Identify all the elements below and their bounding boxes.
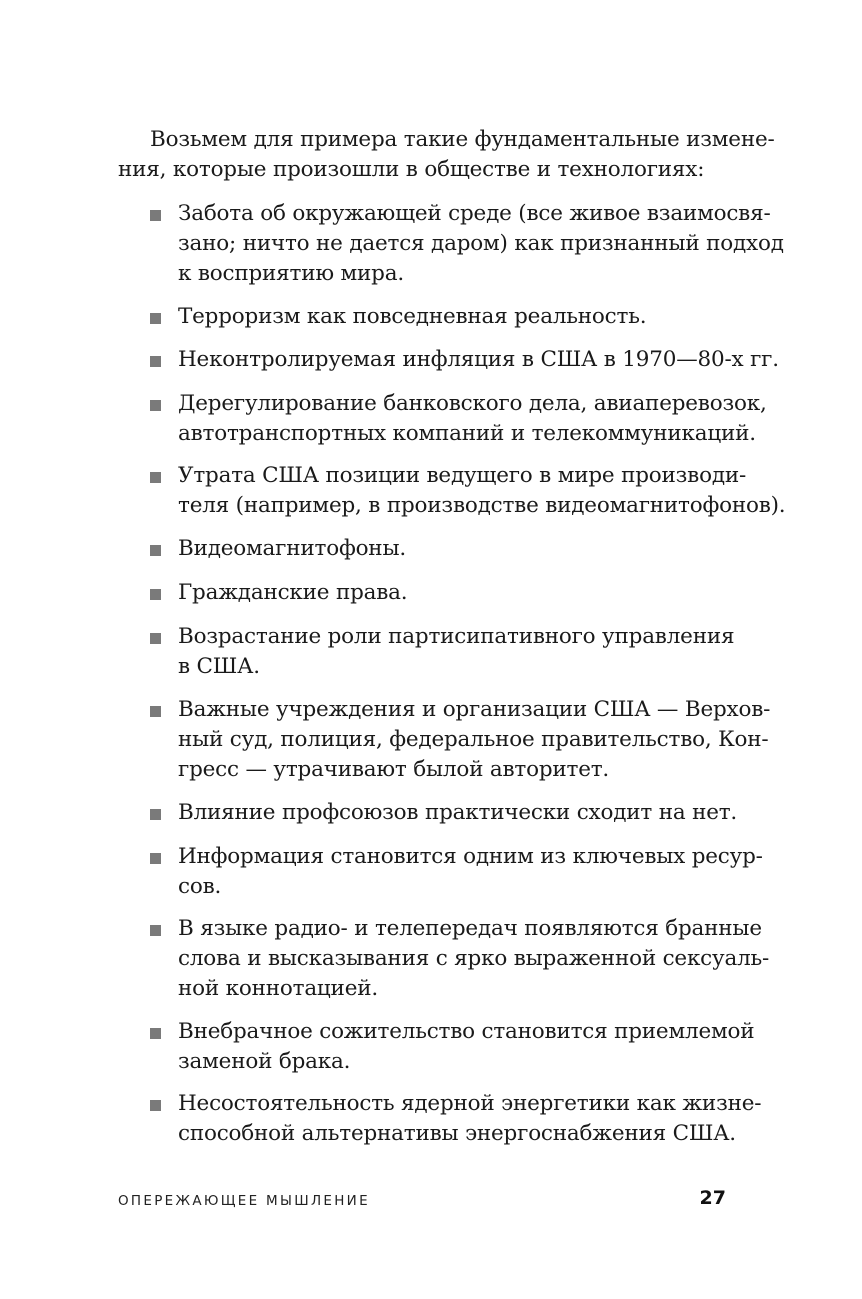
bullet-line: Забота об окружающей среде (все живое взаимосвя- <box>178 201 771 226</box>
bullet-line: Гражданские права. <box>178 580 408 605</box>
bullet-line: теля (например, в производстве видеомагнитофонов). <box>178 493 786 518</box>
bullet-marker <box>150 633 161 644</box>
bullet-marker <box>150 706 161 717</box>
bullet-line: ный суд, полиция, федеральное правительство, Кон- <box>178 727 769 752</box>
bullet-marker <box>150 853 161 864</box>
running-footer-title: ОПЕРЕЖАЮЩЕЕ МЫШЛЕНИЕ <box>118 1193 370 1209</box>
bullet-marker <box>150 1028 161 1039</box>
bullet-line: зано; ничто не дается даром) как признанный подход <box>178 231 784 256</box>
bullet-line: Дерегулирование банковского дела, авиаперевозок, <box>178 391 767 416</box>
intro-line: Возьмем для примера такие фундаментальные измене- <box>150 127 775 152</box>
bullet-line: Внебрачное сожительство становится приемлемой <box>178 1019 755 1044</box>
intro-line: ния, которые произошли в обществе и технологиях: <box>118 157 705 182</box>
bullet-marker <box>150 809 161 820</box>
bullet-line: Видеомагнитофоны. <box>178 536 406 561</box>
bullet-line: Информация становится одним из ключевых ресур- <box>178 844 763 869</box>
bullet-line: гресс — утрачивают былой авторитет. <box>178 757 610 782</box>
bullet-line: Важные учреждения и организации США — Верхов- <box>178 697 771 722</box>
bullet-marker <box>150 589 161 600</box>
bullet-line: ной коннотацией. <box>178 976 378 1001</box>
bullet-line: Неконтролируемая инфляция в США в 1970—80-х гг. <box>178 347 779 372</box>
bullet-marker <box>150 472 161 483</box>
bullet-marker <box>150 545 161 556</box>
bullet-line: автотранспортных компаний и телекоммуникаций. <box>178 421 756 446</box>
bullet-marker <box>150 925 161 936</box>
bullet-line: Возрастание роли партисипативного управления <box>178 624 735 649</box>
bullet-line: сов. <box>178 874 222 899</box>
bullet-line: Утрата США позиции ведущего в мире производи- <box>178 463 747 488</box>
bullet-marker <box>150 210 161 221</box>
bullet-marker <box>150 313 161 324</box>
bullet-line: Влияние профсоюзов практически сходит на нет. <box>178 800 738 825</box>
bullet-line: Терроризм как повседневная реальность. <box>178 304 647 329</box>
bullet-marker <box>150 400 161 411</box>
bullet-line: слова и высказывания с ярко выраженной сексуаль- <box>178 946 770 971</box>
bullet-line: к восприятию мира. <box>178 261 404 286</box>
bullet-line: способной альтернативы энергоснабжения США. <box>178 1121 736 1146</box>
bullet-line: В языке радио- и телепередач появляются бранные <box>178 916 762 941</box>
bullet-marker <box>150 1100 161 1111</box>
bullet-line: Несостоятельность ядерной энергетики как жизне- <box>178 1091 762 1116</box>
bullet-line: в США. <box>178 654 260 679</box>
page-number: 27 <box>699 1187 726 1209</box>
bullet-line: заменой брака. <box>178 1049 351 1074</box>
bullet-marker <box>150 356 161 367</box>
